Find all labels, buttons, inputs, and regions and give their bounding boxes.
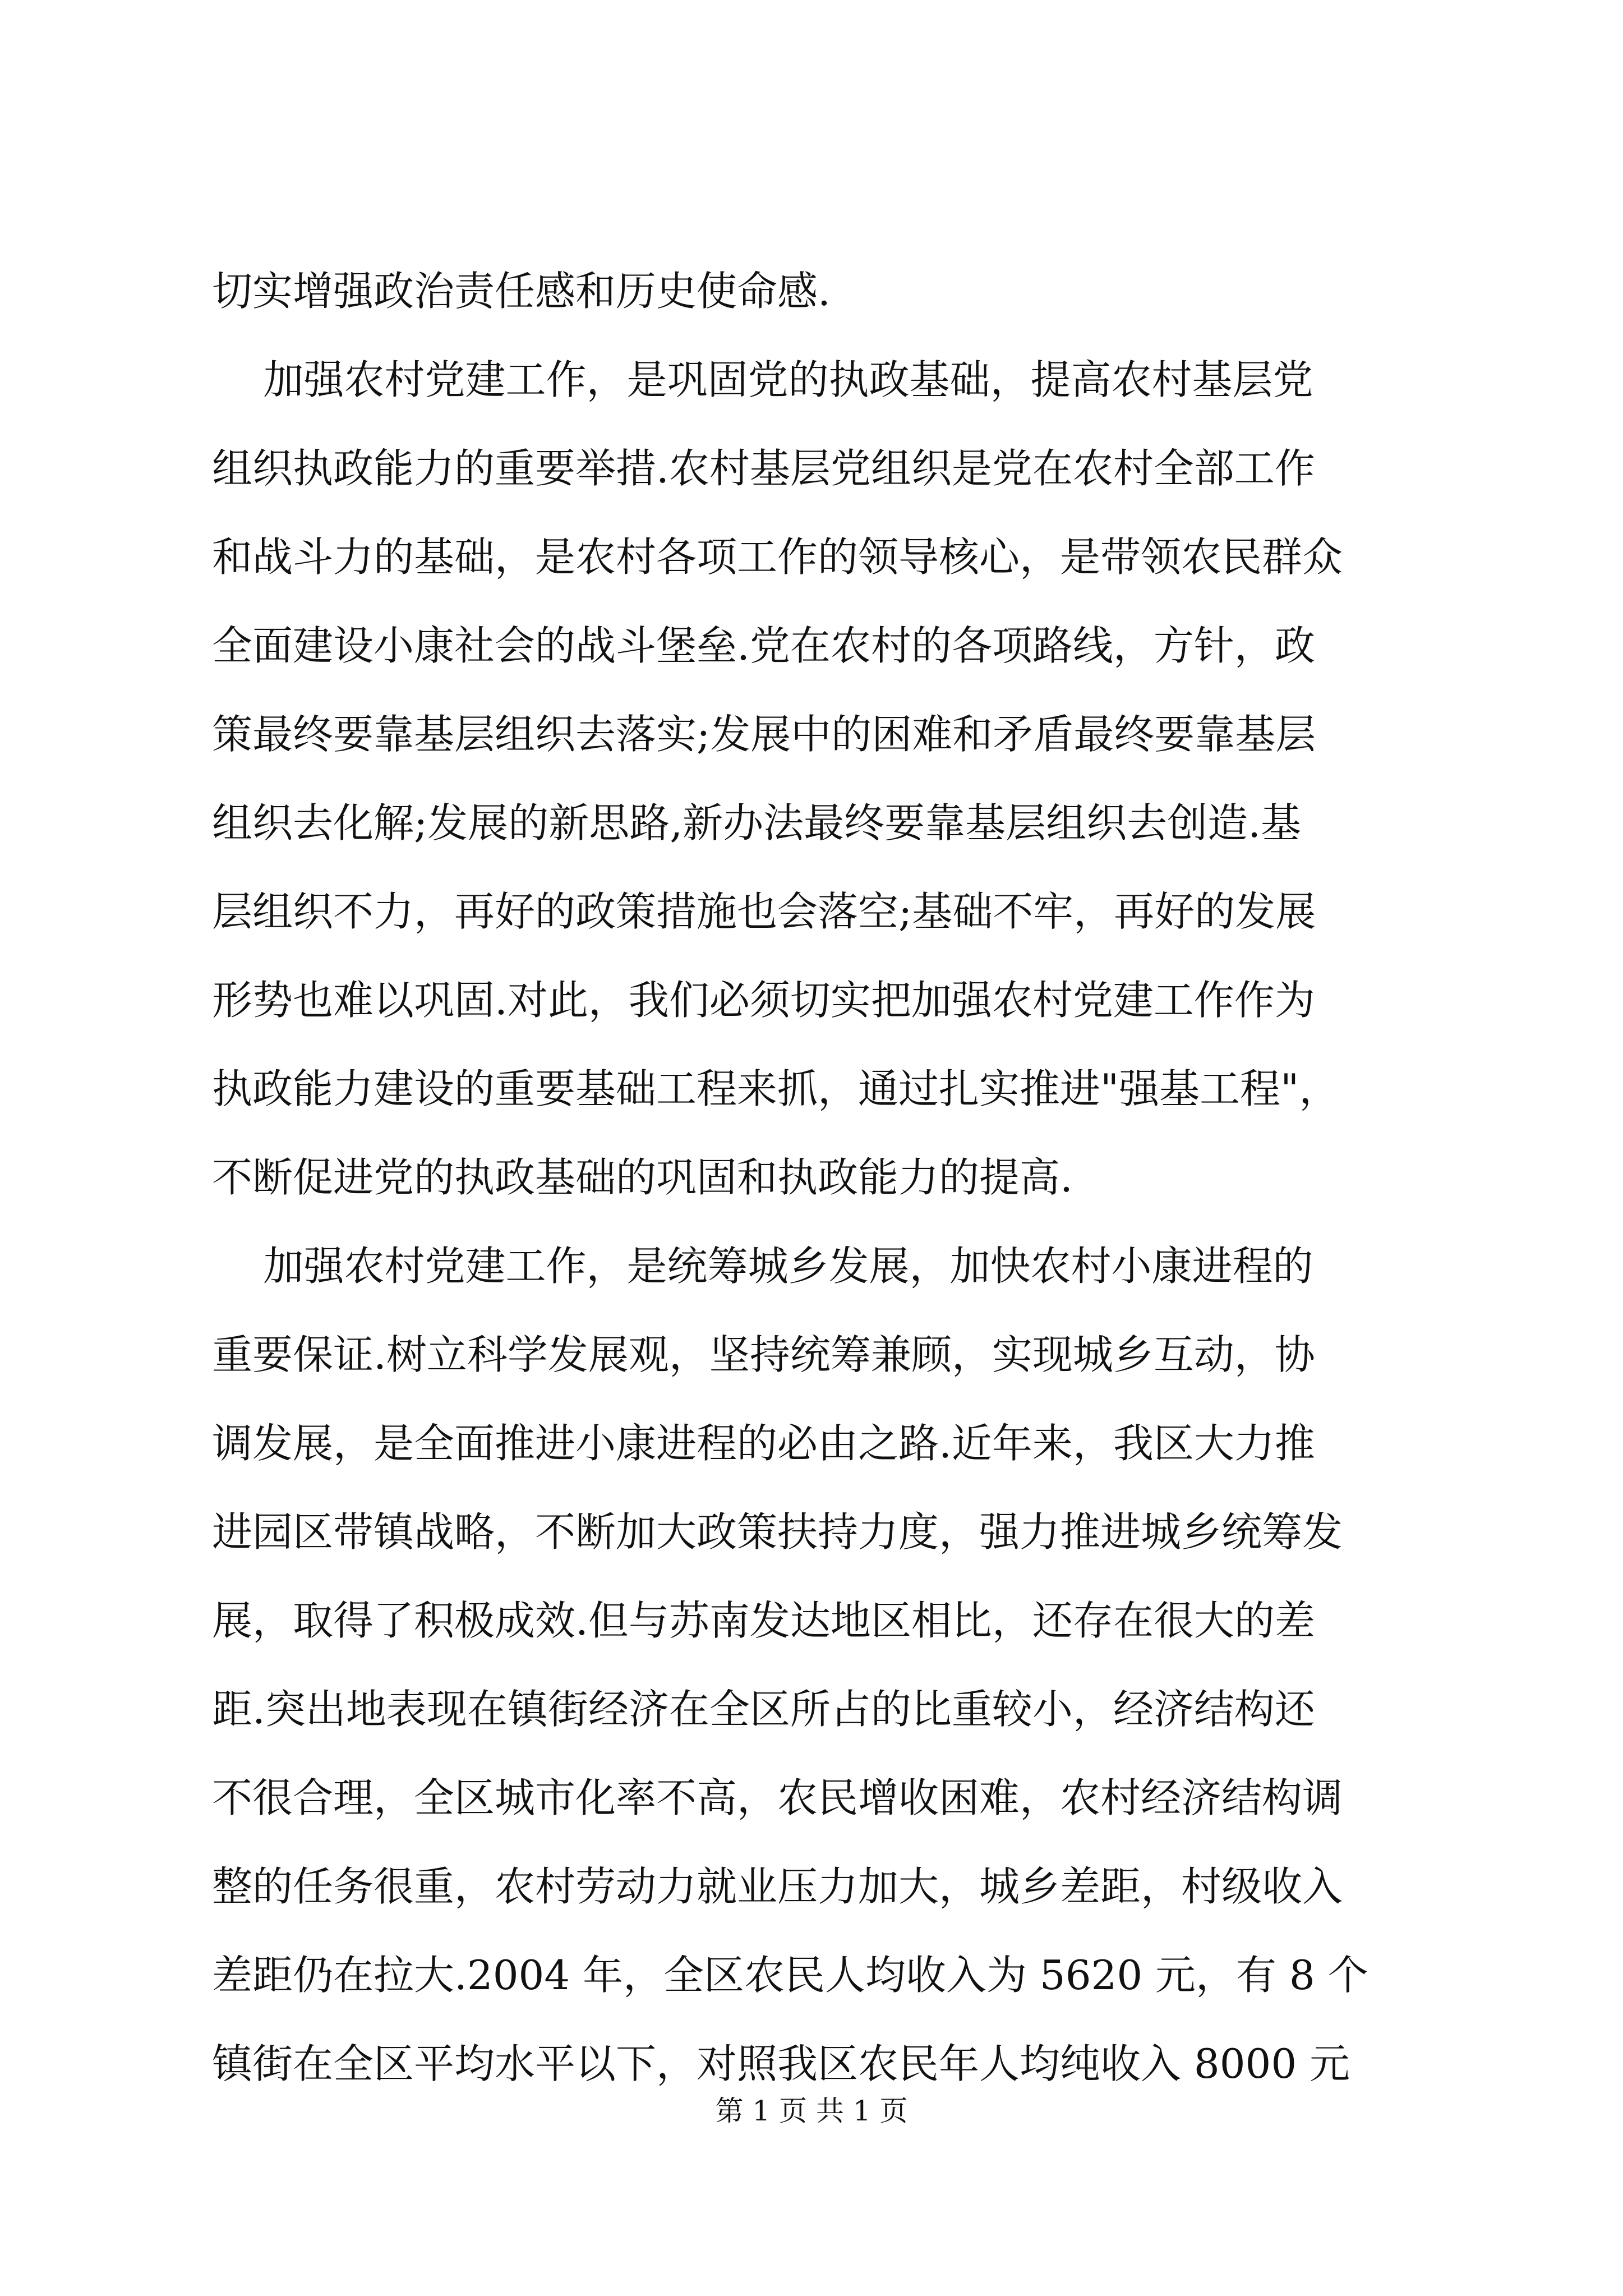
- text-line: 组织执政能力的重要举措.农村基层党组织是党在农村全部工作: [212, 445, 1315, 492]
- text-line: 调发展，是全面推进小康进程的必由之路.近年来，我区大力推: [212, 1420, 1315, 1467]
- text-line: 组织去化解;发展的新思路,新办法最终要靠基层组织去创造.基: [212, 799, 1302, 846]
- text-line: 加强农村党建工作，是巩固党的执政基础，提高农村基层党: [212, 356, 1313, 403]
- text-line: 不断促进党的执政基础的巩固和执政能力的提高.: [212, 1154, 1073, 1201]
- text-line: 进园区带镇战略，不断加大政策扶持力度，强力推进城乡统筹发: [212, 1508, 1343, 1556]
- text-line: 不很合理，全区城市化率不高，农民增收困难，农村经济结构调: [212, 1774, 1343, 1821]
- page-number: 第 1 页 共 1 页: [715, 2095, 908, 2127]
- text-line: 层组织不力，再好的政策措施也会落空;基础不牢，再好的发展: [212, 888, 1316, 935]
- text-line: 加强农村党建工作，是统筹城乡发展，加快农村小康进程的: [212, 1243, 1313, 1290]
- text-line: 重要保证.树立科学发展观，坚持统筹兼顾，实现城乡互动，协: [212, 1331, 1315, 1378]
- text-line: 切实增强政治责任感和历史使命感.: [212, 268, 831, 315]
- text-line: 差距仍在拉大.2004 年，全区农民人均收入为 5620 元，有 8 个: [212, 1952, 1368, 1999]
- page-footer: [0, 2091, 1623, 2131]
- text-line: 形势也难以巩固.对此，我们必须切实把加强农村党建工作作为: [212, 977, 1315, 1024]
- text-line: 全面建设小康社会的战斗堡垒.党在农村的各项路线，方针，政: [212, 622, 1315, 669]
- text-line: 整的任务很重，农村劳动力就业压力加大，城乡差距，村级收入: [212, 1863, 1343, 1910]
- document-body: [212, 247, 1412, 2108]
- text-line: 执政能力建设的重要基础工程来抓，通过扎实推进"强基工程"，: [212, 1065, 1340, 1112]
- text-line: 策最终要靠基层组织去落实;发展中的困难和矛盾最终要靠基层: [212, 711, 1316, 758]
- text-line: 和战斗力的基础，是农村各项工作的领导核心，是带领农民群众: [212, 533, 1343, 581]
- text-line: 展，取得了积极成效.但与苏南发达地区相比，还存在很大的差: [212, 1597, 1315, 1644]
- text-line: 镇街在全区平均水平以下，对照我区农民年人均纯收入 8000 元: [212, 2040, 1350, 2087]
- text-line: 距.突出地表现在镇街经济在全区所占的比重较小，经济结构还: [212, 1686, 1315, 1733]
